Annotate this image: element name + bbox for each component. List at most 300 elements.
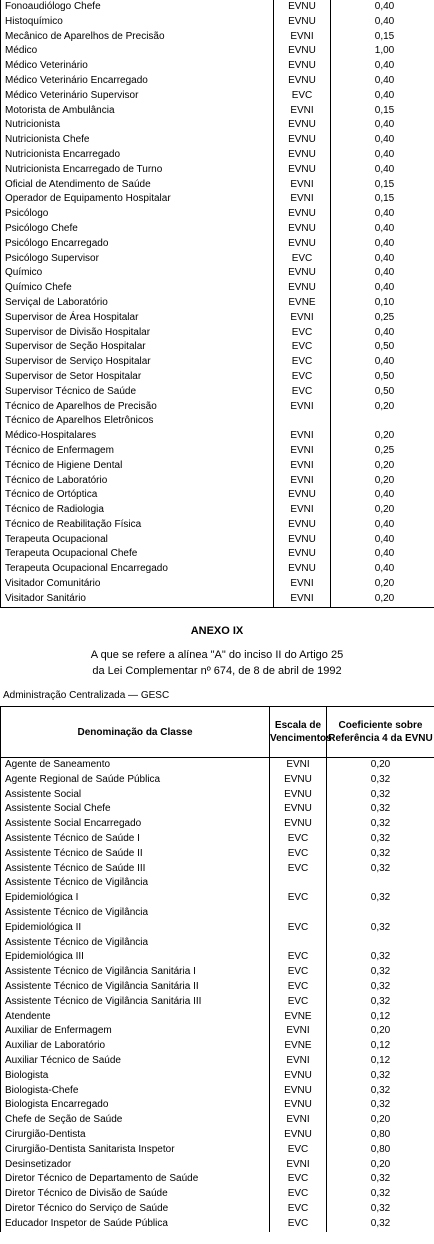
coefficient-cell: 0,15 <box>331 192 434 207</box>
coefficient-cell <box>331 414 434 429</box>
table-row <box>1 118 434 133</box>
table-row <box>1 163 434 178</box>
class-name-cell: Assistente Técnico de Vigilância <box>1 876 270 891</box>
class-name-cell: Biologista Encarregado <box>1 1098 270 1113</box>
salary-scale-cell: EVC <box>270 862 327 877</box>
salary-scale-cell: EVC <box>274 89 331 104</box>
salary-scale-cell: EVNU <box>274 488 331 503</box>
class-name-cell: Oficial de Atendimento de Saúde <box>1 178 274 193</box>
coefficient-cell: 0,40 <box>331 118 434 133</box>
salary-scale-cell: EVNU <box>274 59 331 74</box>
class-name-cell: Operador de Equipamento Hospitalar <box>1 192 274 207</box>
salary-scale-cell: EVC <box>270 1187 327 1202</box>
class-name-cell: Médico Veterinário Supervisor <box>1 89 274 104</box>
table-row <box>1 577 434 592</box>
class-name-cell: Assistente Técnico de Saúde III <box>1 862 270 877</box>
salary-scale-cell: EVNU <box>274 118 331 133</box>
coefficient-cell: 0,40 <box>331 326 434 341</box>
coefficient-cell: 0,12 <box>327 1039 434 1054</box>
class-name-cell: Auxiliar de Enfermagem <box>1 1024 270 1039</box>
coefficient-cell: 0,15 <box>331 104 434 119</box>
class-name-cell: Agente Regional de Saúde Pública <box>1 773 270 788</box>
coefficient-cell: 0,40 <box>331 237 434 252</box>
salary-scale-cell: EVC <box>270 1217 327 1232</box>
table-row <box>1 758 434 773</box>
salary-scale-cell: EVNI <box>274 429 331 444</box>
annex-title: ANEXO IX <box>190 625 244 637</box>
class-name-cell: Diretor Técnico do Serviço de Saúde <box>1 1202 270 1217</box>
salary-scale-cell: EVC <box>274 326 331 341</box>
table-row <box>1 133 434 148</box>
coefficient-cell <box>327 936 434 951</box>
table-row <box>1 15 434 30</box>
coefficient-cell: 0,40 <box>331 207 434 222</box>
table-row <box>1 1128 434 1143</box>
coefficient-cell: 0,50 <box>331 340 434 355</box>
coefficient-cell: 0,32 <box>327 995 434 1010</box>
coefficient-cell: 0,15 <box>331 30 434 45</box>
class-name-cell: Técnico de Reabilitação Física <box>1 518 274 533</box>
class-name-cell: Supervisor de Divisão Hospitalar <box>1 326 274 341</box>
salary-scale-cell: EVNU <box>274 15 331 30</box>
class-name-cell: Auxiliar Técnico de Saúde <box>1 1054 270 1069</box>
class-name-cell: Assistente Social Chefe <box>1 802 270 817</box>
table-row <box>1 592 434 607</box>
salary-scale-cell: EVC <box>270 965 327 980</box>
coefficient-cell: 0,32 <box>327 1084 434 1099</box>
salary-scale-cell: EVNU <box>274 222 331 237</box>
table-row <box>1 222 434 237</box>
coefficient-cell: 0,40 <box>331 148 434 163</box>
class-name-cell: Nutricionista <box>1 118 274 133</box>
coefficient-cell: 0,80 <box>327 1128 434 1143</box>
coefficient-cell: 0,40 <box>331 74 434 89</box>
table-row <box>1 252 434 267</box>
header-class-name: Denominação da Classe <box>1 707 270 758</box>
coefficient-cell: 0,40 <box>331 281 434 296</box>
class-name-cell: Epidemiológica II <box>1 921 270 936</box>
class-name-cell: Diretor Técnico de Departamento de Saúde <box>1 1172 270 1187</box>
class-name-cell: Motorista de Ambulância <box>1 104 274 119</box>
coefficient-cell: 1,00 <box>331 44 434 59</box>
table-row <box>1 104 434 119</box>
class-name-cell: Terapeuta Ocupacional Chefe <box>1 547 274 562</box>
class-name-cell: Supervisor de Área Hospitalar <box>1 311 274 326</box>
annex-subtitle-line2: da Lei Complementar nº 674, de 8 de abril de 1992 <box>92 665 342 677</box>
table-row <box>1 192 434 207</box>
class-name-cell: Cirurgião-Dentista Sanitarista Inspetor <box>1 1143 270 1158</box>
table-row <box>1 906 434 921</box>
class-name-cell: Cirurgião-Dentista <box>1 1128 270 1143</box>
table-row <box>1 488 434 503</box>
table-row <box>1 518 434 533</box>
coefficient-cell: 0,32 <box>327 817 434 832</box>
class-name-cell: Histoquímico <box>1 15 274 30</box>
coefficient-cell: 0,12 <box>327 1054 434 1069</box>
table-row <box>1 1098 434 1113</box>
coefficient-cell: 0,20 <box>327 1113 434 1128</box>
class-name-cell: Biologista-Chefe <box>1 1084 270 1099</box>
salary-scale-cell: EVC <box>274 355 331 370</box>
table-row <box>1 59 434 74</box>
class-name-cell: Chefe de Seção de Saúde <box>1 1113 270 1128</box>
table-row <box>1 503 434 518</box>
table-row <box>1 444 434 459</box>
coefficient-cell: 0,32 <box>327 980 434 995</box>
coefficient-cell: 0,40 <box>331 59 434 74</box>
salary-scale-cell: EVNU <box>274 237 331 252</box>
table-row <box>1 1010 434 1025</box>
coefficient-cell: 0,80 <box>327 1143 434 1158</box>
table-row <box>1 995 434 1010</box>
table-row <box>1 773 434 788</box>
coefficient-cell: 0,20 <box>331 592 434 607</box>
salary-scale-cell <box>270 906 327 921</box>
salary-scale-cell: EVNU <box>270 1128 327 1143</box>
class-name-cell: Fonoaudiólogo Chefe <box>1 0 274 15</box>
class-name-cell: Médico-Hospitalares <box>1 429 274 444</box>
table-row <box>1 0 434 15</box>
table-row <box>1 44 434 59</box>
header-coefficient: Coeficiente sobre Referência 4 da EVNU <box>327 707 434 758</box>
class-name-cell: Técnico de Enfermagem <box>1 444 274 459</box>
class-name-cell: Psicólogo Supervisor <box>1 252 274 267</box>
class-name-cell: Assistente Técnico de Vigilância <box>1 906 270 921</box>
coefficient-cell: 0,40 <box>331 533 434 548</box>
table-row <box>1 847 434 862</box>
class-name-cell: Técnico de Aparelhos Eletrônicos <box>1 414 274 429</box>
class-name-cell: Médico Veterinário Encarregado <box>1 74 274 89</box>
coefficient-cell <box>327 906 434 921</box>
coefficient-cell: 0,25 <box>331 444 434 459</box>
salary-scale-cell: EVNI <box>270 1158 327 1173</box>
table-row <box>1 533 434 548</box>
coefficient-cell: 0,32 <box>327 1187 434 1202</box>
table-row <box>1 474 434 489</box>
table-row <box>1 311 434 326</box>
salary-scale-cell: EVNU <box>274 281 331 296</box>
class-name-cell: Médico Veterinário <box>1 59 274 74</box>
class-name-cell: Assistente Técnico de Saúde I <box>1 832 270 847</box>
table-row <box>1 1039 434 1054</box>
class-name-cell: Terapeuta Ocupacional <box>1 533 274 548</box>
class-name-cell: Psicólogo Encarregado <box>1 237 274 252</box>
table-row <box>1 355 434 370</box>
table-row <box>1 459 434 474</box>
table-row <box>1 832 434 847</box>
class-name-cell: Agente de Saneamento <box>1 758 270 773</box>
class-name-cell: Diretor Técnico de Divisão de Saúde <box>1 1187 270 1202</box>
class-name-cell: Assistente Técnico de Saúde II <box>1 847 270 862</box>
table-row <box>1 89 434 104</box>
salary-scale-cell: EVC <box>270 921 327 936</box>
table-row <box>1 237 434 252</box>
salary-scale-cell <box>274 414 331 429</box>
coefficient-cell: 0,20 <box>331 474 434 489</box>
salary-scale-cell: EVNI <box>270 1054 327 1069</box>
salary-scale-cell: EVNI <box>270 1024 327 1039</box>
coefficient-cell: 0,12 <box>327 1010 434 1025</box>
coefficient-cell: 0,40 <box>331 0 434 15</box>
salary-scale-cell: EVC <box>274 385 331 400</box>
salary-scale-cell: EVNI <box>274 444 331 459</box>
class-name-cell: Técnico de Ortóptica <box>1 488 274 503</box>
coefficient-cell: 0,20 <box>327 758 434 773</box>
coefficient-cell: 0,32 <box>327 965 434 980</box>
salary-scale-cell: EVC <box>270 995 327 1010</box>
table-row <box>1 207 434 222</box>
coefficient-cell: 0,32 <box>327 802 434 817</box>
salary-scale-cell: EVC <box>274 252 331 267</box>
salary-scale-cell: EVNU <box>274 533 331 548</box>
table-row <box>1 562 434 577</box>
coefficient-cell: 0,40 <box>331 222 434 237</box>
table-row <box>1 385 434 400</box>
coefficient-cell: 0,32 <box>327 788 434 803</box>
salary-scale-cell: EVC <box>270 891 327 906</box>
salary-scale-cell: EVNU <box>274 44 331 59</box>
salary-scale-cell: EVC <box>270 847 327 862</box>
table-row <box>1 1202 434 1217</box>
table-row <box>1 1187 434 1202</box>
table-row <box>1 950 434 965</box>
class-name-cell: Nutricionista Encarregado de Turno <box>1 163 274 178</box>
table-row <box>1 266 434 281</box>
coefficient-cell: 0,32 <box>327 950 434 965</box>
class-name-cell: Químico <box>1 266 274 281</box>
coefficient-cell: 0,40 <box>331 518 434 533</box>
class-name-cell: Técnico de Laboratório <box>1 474 274 489</box>
table-row <box>1 788 434 803</box>
salary-scale-cell: EVNI <box>274 311 331 326</box>
class-name-cell: Psicólogo Chefe <box>1 222 274 237</box>
salary-scale-cell: EVNI <box>270 758 327 773</box>
coefficient-cell: 0,32 <box>327 1098 434 1113</box>
class-name-cell: Epidemiológica I <box>1 891 270 906</box>
salary-scale-cell: EVC <box>270 1143 327 1158</box>
table-row <box>1 891 434 906</box>
coefficient-cell: 0,20 <box>327 1024 434 1039</box>
table-row <box>1 30 434 45</box>
class-name-cell: Assistente Técnico de Vigilância Sanitária I <box>1 965 270 980</box>
salary-scale-cell: EVNI <box>274 30 331 45</box>
table-row <box>1 400 434 415</box>
coefficient-cell: 0,10 <box>331 296 434 311</box>
salary-scale-cell: EVNI <box>274 503 331 518</box>
class-name-cell: Assistente Técnico de Vigilância Sanitária III <box>1 995 270 1010</box>
table-row <box>1 1158 434 1173</box>
salary-scale-cell: EVNU <box>270 802 327 817</box>
salary-scale-cell: EVNU <box>274 74 331 89</box>
table-row <box>1 980 434 995</box>
coefficient-cell: 0,40 <box>331 266 434 281</box>
class-name-cell: Assistente Técnico de Vigilância <box>1 936 270 951</box>
table-row <box>1 1084 434 1099</box>
salary-scale-cell: EVNU <box>274 518 331 533</box>
table-row <box>1 1217 434 1232</box>
class-name-cell: Serviçal de Laboratório <box>1 296 274 311</box>
class-name-cell: Nutricionista Chefe <box>1 133 274 148</box>
salary-scale-cell: EVNI <box>274 577 331 592</box>
salary-scale-cell: EVC <box>270 950 327 965</box>
class-name-cell: Atendente <box>1 1010 270 1025</box>
class-name-cell: Técnico de Aparelhos de Precisão <box>1 400 274 415</box>
annex-subtitle-line1: A que se refere a alínea "A" do inciso II do Artigo 25 <box>90 649 344 661</box>
table-row <box>1 547 434 562</box>
coefficient-cell: 0,32 <box>327 847 434 862</box>
table-row <box>1 429 434 444</box>
coefficient-cell: 0,40 <box>331 133 434 148</box>
coefficient-cell: 0,32 <box>327 1202 434 1217</box>
table-row <box>1 936 434 951</box>
table-row <box>1 817 434 832</box>
table-row <box>1 802 434 817</box>
coefficient-cell: 0,32 <box>327 832 434 847</box>
class-name-cell: Assistente Técnico de Vigilância Sanitária II <box>1 980 270 995</box>
salary-scale-cell: EVNU <box>274 133 331 148</box>
coefficient-cell: 0,15 <box>331 178 434 193</box>
table-row <box>1 281 434 296</box>
salary-scale-cell: EVNI <box>274 104 331 119</box>
salary-scale-cell <box>270 876 327 891</box>
class-name-cell: Químico Chefe <box>1 281 274 296</box>
class-name-cell: Educador Inspetor de Saúde Pública <box>1 1217 270 1232</box>
class-name-cell: Assistente Social Encarregado <box>1 817 270 832</box>
coefficient-cell <box>327 876 434 891</box>
table-row <box>1 340 434 355</box>
table-row <box>1 74 434 89</box>
class-name-cell: Epidemiológica III <box>1 950 270 965</box>
salary-scale-cell: EVNE <box>270 1039 327 1054</box>
salary-scale-cell: EVC <box>274 340 331 355</box>
salary-scale-cell: EVNE <box>274 296 331 311</box>
salary-scale-cell: EVC <box>270 1202 327 1217</box>
table-row <box>1 326 434 341</box>
class-name-cell: Supervisor de Seção Hospitalar <box>1 340 274 355</box>
table-row <box>1 370 434 385</box>
class-name-cell: Nutricionista Encarregado <box>1 148 274 163</box>
salary-scale-cell <box>270 936 327 951</box>
coefficient-cell: 0,20 <box>331 577 434 592</box>
coefficient-cell: 0,40 <box>331 547 434 562</box>
class-name-cell: Assistente Social <box>1 788 270 803</box>
class-name-cell: Biologista <box>1 1069 270 1084</box>
class-name-cell: Mecânico de Aparelhos de Precisão <box>1 30 274 45</box>
coefficient-cell: 0,20 <box>331 400 434 415</box>
class-name-cell: Técnico de Higiene Dental <box>1 459 274 474</box>
coefficient-cell: 0,32 <box>327 891 434 906</box>
salary-scale-cell: EVC <box>270 832 327 847</box>
coefficient-cell: 0,50 <box>331 385 434 400</box>
salary-scale-cell: EVNU <box>274 163 331 178</box>
table-row <box>1 965 434 980</box>
class-name-cell: Supervisor de Setor Hospitalar <box>1 370 274 385</box>
coefficient-cell: 0,20 <box>331 429 434 444</box>
salary-scale-cell: EVNU <box>270 1098 327 1113</box>
coefficient-cell: 0,40 <box>331 163 434 178</box>
table-row <box>1 1143 434 1158</box>
salary-scale-cell: EVNI <box>274 192 331 207</box>
coefficient-cell: 0,40 <box>331 15 434 30</box>
salary-scale-cell: EVNU <box>274 207 331 222</box>
table-row <box>1 296 434 311</box>
salary-scale-cell: EVNI <box>274 474 331 489</box>
salary-table-continuation <box>0 0 434 608</box>
class-name-cell: Visitador Sanitário <box>1 592 274 607</box>
coefficient-cell: 0,25 <box>331 311 434 326</box>
salary-scale-cell: EVNI <box>274 178 331 193</box>
salary-scale-cell: EVNI <box>274 592 331 607</box>
coefficient-cell: 0,20 <box>327 1158 434 1173</box>
coefficient-cell: 0,32 <box>327 862 434 877</box>
table-row <box>1 921 434 936</box>
table-row <box>1 414 434 429</box>
coefficient-cell: 0,20 <box>331 459 434 474</box>
salary-scale-cell: EVNU <box>270 817 327 832</box>
coefficient-cell: 0,50 <box>331 370 434 385</box>
class-name-cell: Visitador Comunitário <box>1 577 274 592</box>
class-name-cell: Psicólogo <box>1 207 274 222</box>
coefficient-cell: 0,40 <box>331 355 434 370</box>
salary-scale-cell: EVNU <box>270 1084 327 1099</box>
coefficient-cell: 0,32 <box>327 1172 434 1187</box>
class-name-cell: Desinsetizador <box>1 1158 270 1173</box>
header-salary-scale: Escala de Vencimentos <box>270 707 327 758</box>
salary-scale-cell: EVNE <box>270 1010 327 1025</box>
coefficient-cell: 0,32 <box>327 1069 434 1084</box>
salary-scale-cell: EVNU <box>274 547 331 562</box>
salary-table-annex-ix <box>0 706 434 1232</box>
class-name-cell: Técnico de Radiologia <box>1 503 274 518</box>
coefficient-cell: 0,20 <box>331 503 434 518</box>
table-row <box>1 178 434 193</box>
salary-scale-cell: EVNU <box>270 1069 327 1084</box>
table-row <box>1 1172 434 1187</box>
salary-scale-cell: EVC <box>270 1172 327 1187</box>
table-row <box>1 1069 434 1084</box>
table-row <box>1 876 434 891</box>
salary-scale-cell: EVNU <box>270 788 327 803</box>
section-label: Administração Centralizada — GESC <box>3 690 170 701</box>
table-row <box>1 1054 434 1069</box>
salary-scale-cell: EVNU <box>274 266 331 281</box>
coefficient-cell: 0,40 <box>331 488 434 503</box>
coefficient-cell: 0,40 <box>331 89 434 104</box>
salary-scale-cell: EVNU <box>274 562 331 577</box>
salary-scale-cell: EVC <box>270 980 327 995</box>
salary-scale-cell: EVNI <box>274 400 331 415</box>
salary-scale-cell: EVNU <box>274 0 331 15</box>
salary-scale-cell: EVNU <box>274 148 331 163</box>
table-row <box>1 148 434 163</box>
coefficient-cell: 0,40 <box>331 562 434 577</box>
class-name-cell: Supervisor de Serviço Hospitalar <box>1 355 274 370</box>
table-row <box>1 1113 434 1128</box>
coefficient-cell: 0,32 <box>327 1217 434 1232</box>
coefficient-cell: 0,32 <box>327 921 434 936</box>
salary-scale-cell: EVNU <box>270 773 327 788</box>
table-row <box>1 1024 434 1039</box>
salary-scale-cell: EVNI <box>274 459 331 474</box>
salary-scale-cell: EVC <box>274 370 331 385</box>
class-name-cell: Médico <box>1 44 274 59</box>
class-name-cell: Auxiliar de Laboratório <box>1 1039 270 1054</box>
table-header-row <box>1 707 434 758</box>
coefficient-cell: 0,40 <box>331 252 434 267</box>
class-name-cell: Supervisor Técnico de Saúde <box>1 385 274 400</box>
salary-scale-cell: EVNI <box>270 1113 327 1128</box>
coefficient-cell: 0,32 <box>327 773 434 788</box>
